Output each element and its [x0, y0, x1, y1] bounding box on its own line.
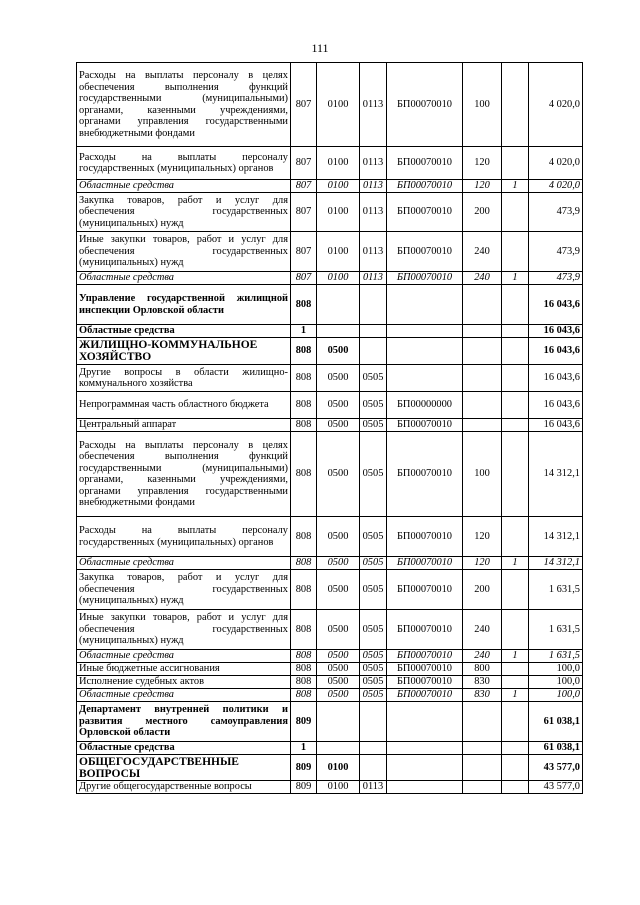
- row-vr: 200: [463, 193, 502, 232]
- row-src: 1: [502, 180, 529, 193]
- row-gr: 807: [291, 193, 317, 232]
- row-sum: 473,9: [529, 193, 583, 232]
- row-gr: 808: [291, 392, 317, 419]
- row-gr: 808: [291, 570, 317, 610]
- row-vr: 120: [463, 557, 502, 570]
- row-pr: [360, 338, 387, 365]
- row-sum: 43 577,0: [529, 755, 583, 781]
- row-gr: 807: [291, 232, 317, 272]
- row-src: [502, 193, 529, 232]
- row-pr: 0113: [360, 63, 387, 147]
- row-rz: [317, 325, 360, 338]
- row-vr: 100: [463, 432, 502, 517]
- row-name: Областные средства: [77, 180, 291, 193]
- row-src: 1: [502, 689, 529, 702]
- row-gr: 1: [291, 325, 317, 338]
- row-sum: 61 038,1: [529, 702, 583, 742]
- row-name: Центральный аппарат: [77, 419, 291, 432]
- row-vr: [463, 419, 502, 432]
- table-row: [77, 755, 583, 781]
- row-cs: БП00070010: [387, 63, 463, 147]
- row-name: Областные средства: [77, 689, 291, 702]
- row-cs: БП00070010: [387, 663, 463, 676]
- table-row: [77, 193, 583, 232]
- row-src: [502, 517, 529, 557]
- row-src: [502, 419, 529, 432]
- row-gr: 809: [291, 781, 317, 794]
- row-gr: 808: [291, 610, 317, 650]
- row-sum: 1 631,5: [529, 570, 583, 610]
- row-vr: 240: [463, 650, 502, 663]
- row-sum: 1 631,5: [529, 610, 583, 650]
- row-gr: 807: [291, 272, 317, 285]
- row-vr: [463, 325, 502, 338]
- row-name: Иные закупки товаров, работ и услуг для обеспечения государственных (муниципальных) нужд: [77, 610, 291, 650]
- table-row: [77, 325, 583, 338]
- row-vr: 240: [463, 272, 502, 285]
- row-vr: 100: [463, 63, 502, 147]
- row-cs: [387, 742, 463, 755]
- row-sum: 100,0: [529, 689, 583, 702]
- row-src: [502, 755, 529, 781]
- row-cs: БП00070010: [387, 517, 463, 557]
- row-name: Иные закупки товаров, работ и услуг для обеспечения государственных (муниципальных) нужд: [77, 232, 291, 272]
- table-row: [77, 272, 583, 285]
- row-pr: 0505: [360, 663, 387, 676]
- row-pr: [360, 742, 387, 755]
- row-sum: 14 312,1: [529, 517, 583, 557]
- row-vr: [463, 781, 502, 794]
- row-rz: 0500: [317, 650, 360, 663]
- row-name: Закупка товаров, работ и услуг для обеспечения государственных (муниципальных) нужд: [77, 570, 291, 610]
- table-row: [77, 338, 583, 365]
- row-name: Непрограммная часть областного бюджета: [77, 392, 291, 419]
- table-row: [77, 180, 583, 193]
- row-vr: [463, 702, 502, 742]
- table-row: [77, 419, 583, 432]
- row-cs: [387, 702, 463, 742]
- row-vr: 120: [463, 147, 502, 180]
- row-rz: 0500: [317, 365, 360, 392]
- row-rz: 0500: [317, 570, 360, 610]
- table-row: [77, 742, 583, 755]
- table-row: [77, 63, 583, 147]
- row-name: Расходы на выплаты персоналу государственных (муниципальных) органов: [77, 147, 291, 180]
- row-vr: [463, 755, 502, 781]
- row-vr: [463, 742, 502, 755]
- row-name: Другие вопросы в области жилищно-коммунального хозяйства: [77, 365, 291, 392]
- row-pr: 0113: [360, 193, 387, 232]
- row-gr: 807: [291, 147, 317, 180]
- row-pr: 0505: [360, 610, 387, 650]
- row-sum: 4 020,0: [529, 147, 583, 180]
- row-pr: [360, 702, 387, 742]
- row-name: ОБЩЕГОСУДАРСТВЕННЫЕ ВОПРОСЫ: [77, 755, 291, 781]
- row-sum: 16 043,6: [529, 338, 583, 365]
- row-pr: 0113: [360, 781, 387, 794]
- row-gr: 808: [291, 365, 317, 392]
- row-pr: 0505: [360, 676, 387, 689]
- table-row: [77, 147, 583, 180]
- row-rz: [317, 702, 360, 742]
- row-sum: 473,9: [529, 272, 583, 285]
- row-cs: БП00000000: [387, 392, 463, 419]
- row-gr: 808: [291, 650, 317, 663]
- row-src: 1: [502, 650, 529, 663]
- row-name: Областные средства: [77, 650, 291, 663]
- row-cs: БП00070010: [387, 650, 463, 663]
- row-rz: 0500: [317, 676, 360, 689]
- row-cs: [387, 338, 463, 365]
- row-sum: 100,0: [529, 676, 583, 689]
- row-sum: 100,0: [529, 663, 583, 676]
- table-row: [77, 676, 583, 689]
- table-row: [77, 432, 583, 517]
- row-pr: 0505: [360, 365, 387, 392]
- row-cs: [387, 781, 463, 794]
- row-src: [502, 570, 529, 610]
- row-vr: [463, 285, 502, 325]
- row-cs: БП00070010: [387, 570, 463, 610]
- row-src: [502, 392, 529, 419]
- row-cs: [387, 325, 463, 338]
- row-pr: 0113: [360, 232, 387, 272]
- row-rz: 0500: [317, 663, 360, 676]
- row-sum: 4 020,0: [529, 180, 583, 193]
- row-name: Расходы на выплаты персоналу в целях обеспечения выполнения функций государственными (муниципальными) органами, казенными учреждениями, органами управления государственными внебюджетными фондами: [77, 432, 291, 517]
- row-sum: 16 043,6: [529, 285, 583, 325]
- row-rz: 0500: [317, 689, 360, 702]
- row-src: 1: [502, 557, 529, 570]
- row-cs: БП00070010: [387, 272, 463, 285]
- row-rz: 0100: [317, 232, 360, 272]
- row-name: Областные средства: [77, 742, 291, 755]
- row-name: Расходы на выплаты персоналу в целях обеспечения выполнения функций государственными (муниципальными) органами, казенными учреждениями, органами управления государственными внебюджетными фондами: [77, 63, 291, 147]
- row-src: [502, 663, 529, 676]
- row-pr: [360, 285, 387, 325]
- row-gr: 808: [291, 557, 317, 570]
- row-pr: 0505: [360, 689, 387, 702]
- table-row: [77, 650, 583, 663]
- row-cs: [387, 365, 463, 392]
- row-src: [502, 742, 529, 755]
- row-sum: 61 038,1: [529, 742, 583, 755]
- row-pr: 0505: [360, 557, 387, 570]
- row-cs: БП00070010: [387, 232, 463, 272]
- row-sum: 16 043,6: [529, 419, 583, 432]
- row-rz: 0500: [317, 419, 360, 432]
- row-rz: [317, 742, 360, 755]
- table-row: [77, 702, 583, 742]
- row-gr: 808: [291, 663, 317, 676]
- row-gr: 809: [291, 702, 317, 742]
- row-name: Другие общегосударственные вопросы: [77, 781, 291, 794]
- row-rz: 0100: [317, 63, 360, 147]
- row-cs: БП00070010: [387, 432, 463, 517]
- table-row: [77, 663, 583, 676]
- row-name: Областные средства: [77, 325, 291, 338]
- row-vr: 800: [463, 663, 502, 676]
- row-rz: 0100: [317, 755, 360, 781]
- row-gr: 808: [291, 432, 317, 517]
- row-cs: [387, 755, 463, 781]
- row-gr: 808: [291, 689, 317, 702]
- budget-table: [76, 62, 583, 794]
- row-src: [502, 325, 529, 338]
- row-name: Управление государственной жилищной инспекции Орловской области: [77, 285, 291, 325]
- row-cs: БП00070010: [387, 147, 463, 180]
- table-row: [77, 232, 583, 272]
- table-row: [77, 781, 583, 794]
- row-cs: БП00070010: [387, 689, 463, 702]
- row-rz: 0500: [317, 338, 360, 365]
- row-pr: 0505: [360, 650, 387, 663]
- row-pr: 0505: [360, 517, 387, 557]
- table-row: [77, 557, 583, 570]
- row-gr: 809: [291, 755, 317, 781]
- row-rz: 0100: [317, 272, 360, 285]
- row-pr: 0113: [360, 147, 387, 180]
- row-gr: 808: [291, 285, 317, 325]
- row-cs: БП00070010: [387, 610, 463, 650]
- row-rz: 0500: [317, 432, 360, 517]
- row-rz: 0100: [317, 193, 360, 232]
- row-name: Расходы на выплаты персоналу государственных (муниципальных) органов: [77, 517, 291, 557]
- row-src: [502, 610, 529, 650]
- row-sum: 16 043,6: [529, 365, 583, 392]
- row-pr: 0505: [360, 570, 387, 610]
- row-name: Департамент внутренней политики и развития местного самоуправления Орловской области: [77, 702, 291, 742]
- row-pr: 0113: [360, 272, 387, 285]
- row-src: [502, 702, 529, 742]
- row-gr: 807: [291, 63, 317, 147]
- row-rz: 0100: [317, 180, 360, 193]
- row-vr: 240: [463, 610, 502, 650]
- row-vr: 200: [463, 570, 502, 610]
- row-pr: 0113: [360, 180, 387, 193]
- row-cs: БП00070010: [387, 193, 463, 232]
- table-row: [77, 610, 583, 650]
- row-vr: 120: [463, 517, 502, 557]
- row-sum: 16 043,6: [529, 392, 583, 419]
- row-rz: 0100: [317, 781, 360, 794]
- row-sum: 4 020,0: [529, 63, 583, 147]
- row-rz: [317, 285, 360, 325]
- row-src: [502, 432, 529, 517]
- row-vr: 240: [463, 232, 502, 272]
- row-vr: 830: [463, 689, 502, 702]
- row-rz: 0100: [317, 147, 360, 180]
- row-src: [502, 232, 529, 272]
- table-row: [77, 517, 583, 557]
- row-rz: 0500: [317, 392, 360, 419]
- table-row: [77, 570, 583, 610]
- row-vr: 830: [463, 676, 502, 689]
- row-cs: БП00070010: [387, 557, 463, 570]
- row-name: Исполнение судебных актов: [77, 676, 291, 689]
- row-src: [502, 781, 529, 794]
- table-row: [77, 285, 583, 325]
- row-src: [502, 338, 529, 365]
- table-row: [77, 689, 583, 702]
- row-gr: 808: [291, 676, 317, 689]
- row-vr: 120: [463, 180, 502, 193]
- row-name: Областные средства: [77, 272, 291, 285]
- row-cs: БП00070010: [387, 676, 463, 689]
- row-sum: 1 631,5: [529, 650, 583, 663]
- row-cs: БП00070010: [387, 180, 463, 193]
- row-name: ЖИЛИЩНО-КОММУНАЛЬНОЕ ХОЗЯЙСТВО: [77, 338, 291, 365]
- table-row: [77, 365, 583, 392]
- row-sum: 14 312,1: [529, 557, 583, 570]
- row-src: 1: [502, 272, 529, 285]
- row-vr: [463, 392, 502, 419]
- row-pr: [360, 325, 387, 338]
- row-gr: 808: [291, 338, 317, 365]
- row-gr: 808: [291, 517, 317, 557]
- row-sum: 473,9: [529, 232, 583, 272]
- row-src: [502, 63, 529, 147]
- row-pr: [360, 755, 387, 781]
- row-cs: БП00070010: [387, 419, 463, 432]
- row-gr: 808: [291, 419, 317, 432]
- row-gr: 1: [291, 742, 317, 755]
- table-row: [77, 392, 583, 419]
- row-src: [502, 285, 529, 325]
- row-name: Областные средства: [77, 557, 291, 570]
- row-sum: 16 043,6: [529, 325, 583, 338]
- row-sum: 43 577,0: [529, 781, 583, 794]
- row-name: Закупка товаров, работ и услуг для обеспечения государственных (муниципальных) нужд: [77, 193, 291, 232]
- row-pr: 0505: [360, 419, 387, 432]
- row-rz: 0500: [317, 517, 360, 557]
- row-src: [502, 365, 529, 392]
- row-gr: 807: [291, 180, 317, 193]
- row-vr: [463, 365, 502, 392]
- row-name: Иные бюджетные ассигнования: [77, 663, 291, 676]
- row-pr: 0505: [360, 392, 387, 419]
- row-pr: 0505: [360, 432, 387, 517]
- page-number: 111: [311, 41, 329, 55]
- row-vr: [463, 338, 502, 365]
- row-src: [502, 147, 529, 180]
- row-rz: 0500: [317, 610, 360, 650]
- row-src: [502, 676, 529, 689]
- row-cs: [387, 285, 463, 325]
- row-sum: 14 312,1: [529, 432, 583, 517]
- row-rz: 0500: [317, 557, 360, 570]
